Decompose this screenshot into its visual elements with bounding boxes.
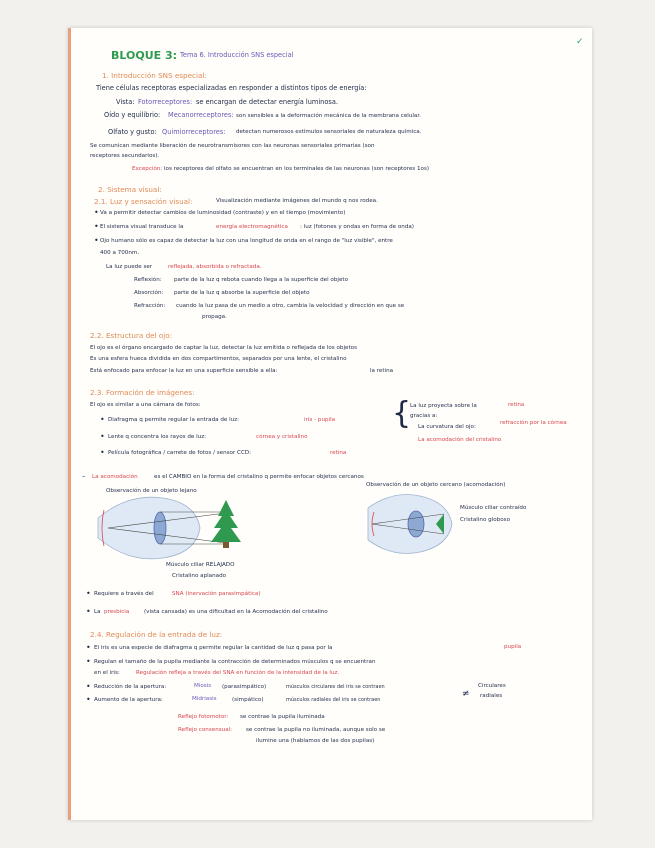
vista-text: se encargan de detectar energía luminosa.	[196, 98, 338, 106]
aperture-reduction: Reducción de la apertura:	[94, 684, 167, 690]
projection-retina: retina	[508, 402, 525, 408]
presbyopia-prefix: La	[94, 609, 101, 615]
photons-text: : luz (fotones y ondas en forma de onda)	[300, 224, 414, 230]
accommodation-term: La acomodación	[92, 474, 138, 480]
section-heading-visual: 2. Sistema visual:	[98, 185, 162, 194]
comm-line-1: Se comunican mediante liberación de neurotransmisores con las neuronas sensoriales primarias (son	[90, 143, 375, 149]
cornea-cristalino: córnea y cristalino	[256, 434, 308, 440]
ciliary-relaxed: Músculo ciliar RELAJADO	[166, 562, 235, 568]
near-eye-diagram	[368, 495, 452, 554]
camera-lens: Lente q concentra los rayos de luz:	[108, 434, 207, 440]
consensual-text-2: ilumine una (hablamos de las dos pupilas)	[256, 738, 375, 744]
parasympathetic: (parasimpático)	[222, 684, 267, 690]
accommodation-def: es el CAMBIO en la forma del cristalino q permite enfocar objetos cercanos	[154, 474, 364, 480]
lens-globose: Cristalino globoso	[460, 517, 510, 523]
reflex-regulation: Regulación refleja a través del SNA en función de la intensidad de la luz.	[136, 670, 340, 676]
vista-term: Fotorreceptores:	[138, 98, 193, 106]
projection-text: La luz proyecta sobre la	[410, 403, 477, 409]
near-label: Observación de un objeto cercano (acomodación)	[366, 482, 506, 488]
in-iris: en el iris:	[94, 670, 120, 676]
distant-eye-diagram	[98, 497, 241, 559]
side-radiales: radiales	[480, 693, 503, 699]
camera-diaphragm: Diafragma q permite regular la entrada de luz:	[108, 417, 240, 423]
electromagnetic-term: energía electromagnética	[216, 224, 288, 230]
topic-title: Tema 6. Introducción SNS especial	[180, 51, 294, 59]
requires-text: Requiere a través del	[94, 591, 154, 597]
vista-label: Vista:	[116, 98, 135, 106]
camera-film: Película fotográfica / carrete de fotos / sensor CCD:	[108, 450, 252, 456]
brace-icon: {	[392, 396, 412, 431]
olfato-label: Olfato y gusto:	[108, 128, 157, 136]
eye-line-1: El ojo es el órgano encargado de captar la luz, detectar la luz emitida o reflejada de los objetos	[90, 345, 357, 351]
oido-term: Mecanorreceptores:	[168, 111, 234, 119]
camera-intro: El ojo es similar a una cámara de fotos:	[90, 402, 201, 408]
consensual-label: Reflejo consensual:	[178, 727, 233, 733]
circular-muscles: músculos circulares del iris se contraen	[286, 684, 385, 690]
check-mark-icon: ✓	[576, 37, 584, 47]
iris-diaphragm: El iris es una especie de diafragma q permite regular la cantidad de luz q pasa por la	[94, 645, 333, 651]
photomotor-text: se contrae la pupila iluminada	[240, 714, 325, 720]
absorcion-text: parte de la luz q absorbe la superficie del objeto	[174, 290, 310, 296]
light-intro: La luz puede ser	[106, 264, 153, 270]
olfato-term: Quimiorreceptores:	[162, 128, 226, 136]
oido-label: Oído y equilibrio:	[104, 111, 161, 119]
presbyopia-term: presbicia	[104, 609, 130, 615]
sub-heading-light: 2.1. Luz y sensación visual:	[94, 197, 193, 206]
block-title: BLOQUE 3:	[111, 49, 178, 62]
refraccion-text: cuando la luz pasa de un medio a otro, cambia la velocidad y dirección en que se	[176, 303, 405, 309]
visible-range: 400 a 700nm.	[100, 250, 140, 256]
exception-text: los receptores del olfato se encuentran en los terminales de las neuronas (son receptores 1os)	[164, 166, 430, 172]
refraccion-label: Refracción:	[134, 303, 166, 309]
olfato-text: detectan numerosos estímulos sensoriales de naturaleza química.	[236, 129, 422, 135]
oido-text: son sensibles a la deformación mecánica de la membrana celular.	[236, 113, 421, 119]
retina-film: retina	[330, 450, 347, 456]
lens-flat: Cristalino aplanado	[172, 573, 227, 579]
reflexion-text: parte de la luz q rebota cuando llega a la superficie del objeto	[174, 277, 349, 283]
curvature-text: La curvatura del ojo:	[418, 424, 476, 430]
accommodation-right: La acomodación del cristalino	[418, 437, 502, 443]
cornea-refraction: refracción por la córnea	[500, 420, 567, 426]
section-heading-light-regulation: 2.4. Regulación de la entrada de luz:	[90, 630, 223, 639]
ciliary-contracted: Músculo ciliar contraído	[460, 505, 527, 511]
pupila-term: pupila	[504, 644, 522, 650]
midriasis-term: Midriasis	[192, 696, 217, 702]
projection-thanks: gracias a:	[410, 413, 438, 419]
iris-pupila: iris - pupila	[304, 417, 336, 423]
notebook-page: BLOQUE 3: Tema 6. Introducción SNS especial ✓ 1. Introducción SNS especial: Tiene células receptoras especializadas en responder a distintos tipos de energía: Vista: Fotorreceptores: se encargan de detectar energía luminosa. Oído y equilibrio: Mecanorreceptores: son sensibles a la deformación mecánica de la membrana celular. Olfato y gusto: Quimiorreceptores: detectan numerosos estímulos sensoriales de naturaleza química. Se comunican mediante liberación de neurotransmisores con las neuronas sensoriales primarias (son receptores secundarios). Excepción: los receptores del olfato se encuentran en los terminales de las neuronas (son receptores 1os) 2. Sistema visual: 2.1. Luz y sensación visual: Visualización mediante imágenes del mundo q nos rodea. • Va a permitir detectar cambios de luminosidad (contraste) y en el tiempo (movimiento) • El sistema visual transduce la energía electromagnética : luz (fotones y ondas en forma de onda) • Ojo humano sólo es capaz de detectar la luz con una longitud de onda en el rango de "luz visible", entre 400 a 700nm. La luz puede ser reflejada, absorbida o refractada. Reflexión: parte de la luz q rebota cuando llega a la superficie del objeto Absorción: parte de la luz q absorbe la superficie del objeto Refracción: cuando la luz pasa de un medio a otro, cambia la velocidad y dirección en que se propaga. 2.2. Estructura del ojo: El ojo es el órgano encargado de captar la luz, detectar la luz emitida o reflejada de los objetos Es una esfera hueca dividida en dos compartimentos, separados por una lente, el cristalino Está enfocado para enfocar la luz en una superficie sensible a ella: la retina 2.3. Formación de imágenes: El ojo es similar a una cámara de fotos: • Diafragma q permite regular la entrada de luz: iris - pupila • Lente q concentra los rayos de luz: córnea y cristalino • Película fotográfica / carrete de fotos / sensor CCD: retina { La luz proyecta sobre la retina gracias a: La curvatura del ojo: refracción por la córnea La acomodación del cristalino – La acomodación es el CAMBIO en la forma del cristalino q permite enfocar objetos cercanos Observación de un objeto lejano Observación de un objeto cercano (acomodación) Músculo ciliar RELAJADO Cristalino aplanado Músculo ciliar contraído Cristalino globoso • Requiere a través del SNA (inervación parasimpática) • La presbicia (vista cansada) es una dificultad en la Acomodación del cristalino 2.4. Regulación de la entrada de luz: • El iris es una especie de diafragma q permite regular la cantidad de luz q pasa por la pupila • Regulan el tamaño de la pupila mediante la contracción de determinados músculos q se encuentran en el iris: Regulación refleja a través del SNA en función de la intensidad de la luz. • Reducción de la apertura: Miosis (parasimpático) músculos circulares del iris se contraen • Aumento de la apertura: Midriasis (simpático) músculos radiales del iris se contraen ≠ Circulares radiales Reflejo fotomotor: se contrae la pupila iluminada Reflejo consensual: se contrae la pupila no iluminada, aunque solo se ilumine una (hablamos de las dos pupilas)	[68, 28, 592, 820]
aperture-increase: Aumento de la apertura:	[94, 697, 163, 703]
exception-label: Excepción:	[132, 166, 163, 172]
section-heading-intro: 1. Introducción SNS especial:	[102, 71, 207, 80]
side-circulares: Circulares	[478, 683, 506, 689]
sympathetic: (simpático)	[232, 697, 264, 703]
vision-definition: Visualización mediante imágenes del mundo q nos rodea.	[216, 198, 378, 204]
presbyopia-def: (vista cansada) es una dificultad en la Acomodación del cristalino	[144, 609, 328, 615]
comm-line-2: receptores secundarios).	[90, 153, 160, 159]
section-heading-eye: 2.2. Estructura del ojo:	[90, 331, 173, 340]
retina-term: la retina	[370, 368, 394, 374]
bullet-contrast: Va a permitir detectar cambios de luminosidad (contraste) y en el tiempo (movimiento)	[100, 210, 346, 216]
not-equal-icon: ≠	[462, 689, 470, 699]
pupil-size-line: Regulan el tamaño de la pupila mediante la contracción de determinados músculos q se encuentran	[94, 659, 376, 665]
eye-line-2: Es una esfera hueca dividida en dos compartimentos, separados por una lente, el cristalino	[90, 356, 347, 362]
consensual-text-1: se contrae la pupila no iluminada, aunque solo se	[246, 727, 386, 733]
section-heading-images: 2.3. Formación de imágenes:	[90, 388, 195, 397]
absorcion-label: Absorción:	[134, 290, 164, 296]
photomotor-label: Reflejo fotomotor:	[178, 714, 229, 720]
miosis-term: Miosis	[194, 683, 212, 689]
reflexion-label: Reflexión:	[134, 277, 162, 283]
intro-text: Tiene células receptoras especializadas en responder a distintos tipos de energía:	[96, 84, 367, 92]
eye-line-3: Está enfocado para enfocar la luz en una superficie sensible a ella:	[90, 368, 278, 374]
sna-term: SNA (inervación parasimpática)	[172, 591, 261, 597]
bullet-transduce: El sistema visual transduce la	[100, 224, 184, 230]
bullet-visible-light: Ojo humano sólo es capaz de detectar la luz con una longitud de onda en el rango de "luz visible", entre	[100, 238, 393, 244]
radial-muscles: músculos radiales del iris se contraen	[286, 697, 381, 703]
refraccion-text-2: propaga.	[202, 314, 227, 320]
distant-label: Observación de un objeto lejano	[106, 488, 197, 494]
light-modes: reflejada, absorbida o refractada.	[168, 264, 262, 270]
